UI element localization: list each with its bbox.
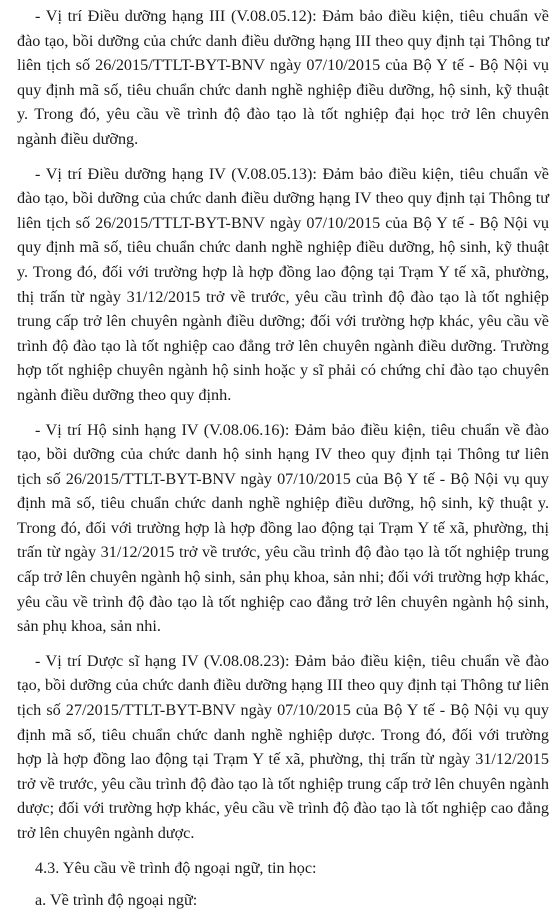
document-page: [17, 4, 549, 921]
subsection-heading-language: a. Về trình độ ngoại ngữ:: [35, 891, 198, 910]
paragraph-ho-sinh-hang-iv: - Vị trí Hộ sinh hạng IV (V.08.06.16): Đảm bảo điều kiện, tiêu chuẩn về đào tạo, bồi dưỡng của chức danh hộ sinh hạng IV theo quy định tại Thông tư liên tịch số 26/2015/TTLT-BYT-BNV ngày 07/10/2015 của Bộ Y tế - Bộ Nội vụ quy định mã số, tiêu chuẩn chức danh nghề nghiệp điều dưỡng, hộ sinh, kỹ thuật y. Trong đó, đối với trường hợp là hợp đồng lao động tại Trạm Y tế xã, phường, thị trấn từ ngày 31/12/2015 trở về trước, yêu cầu trình độ đào tạo là tốt nghiệp trung cấp trở lên chuyên ngành hộ sinh, sản phụ khoa, sản nhi; đối với trường hợp khác, yêu cầu về trình độ đào tạo là tốt nghiệp cao đẳng trở lên chuyên ngành hộ sinh, sản phụ khoa, sản nhi.: [17, 420, 549, 636]
paragraph-dieu-duong-hang-iii: - Vị trí Điều dưỡng hạng III (V.08.05.12): Đảm bảo điều kiện, tiêu chuẩn về đào tạo, bồi dưỡng của chức danh điều dưỡng hạng III theo quy định tại Thông tư liên tịch số 26/2015/TTLT-BYT-BNV ngày 07/10/2015 của Bộ Y tế - Bộ Nội vụ quy định mã số, tiêu chuẩn chức danh nghề nghiệp điều dưỡng, hộ sinh, kỹ thuật y. Trong đó, yêu cầu về trình độ đào tạo là tốt nghiệp đại học trở lên chuyên ngành điều dưỡng.: [17, 7, 549, 148]
paragraph-dieu-duong-hang-iv: - Vị trí Điều dưỡng hạng IV (V.08.05.13): Đảm bảo điều kiện, tiêu chuẩn về đào tạo, bồi dưỡng của chức danh điều dưỡng hạng IV theo quy định tại Thông tư liên tịch số 26/2015/TTLT-BYT-BNV ngày 07/10/2015 của Bộ Y tế - Bộ Nội vụ quy định mã số, tiêu chuẩn chức danh nghề nghiệp điều dưỡng, hộ sinh, kỹ thuật y. Trong đó, đối với trường hợp là hợp đồng lao động tại Trạm Y tế xã, phường, thị trấn từ ngày 31/12/2015 trở về trước, yêu cầu trình độ đào tạo là tốt nghiệp trung cấp trở lên chuyên ngành điều dưỡng; đối với trường hợp khác, yêu cầu về trình độ đào tạo là tốt nghiệp cao đẳng trở lên chuyên ngành điều dưỡng. Trường hợp tốt nghiệp chuyên ngành hộ sinh hoặc y sĩ phải có chứng chỉ đào tạo chuyên ngành điều dưỡng theo quy định.: [17, 164, 549, 404]
section-heading-language-it: 4.3. Yêu cầu về trình độ ngoại ngữ, tin học:: [35, 858, 317, 877]
paragraph-duoc-si-hang-iv: - Vị trí Dược sĩ hạng IV (V.08.08.23): Đảm bảo điều kiện, tiêu chuẩn về đào tạo, bồi dưỡng của chức danh điều dưỡng hạng III theo quy định tại Thông tư liên tịch số 27/2015/TTLT-BYT-BNV ngày 07/10/2015 của Bộ Y tế - Bộ Nội vụ quy định mã số, tiêu chuẩn chức danh nghề nghiệp dược. Trong đó, đối với trường hợp là hợp đồng lao động tại Trạm Y tế xã, phường, thị trấn từ ngày 31/12/2015 trở về trước, yêu cầu trình độ đào tạo là tốt nghiệp trung cấp trở lên chuyên ngành dược; đối với trường hợp khác, yêu cầu về trình độ đào tạo là tốt nghiệp cao đẳng trở lên chuyên ngành dược.: [17, 651, 549, 842]
